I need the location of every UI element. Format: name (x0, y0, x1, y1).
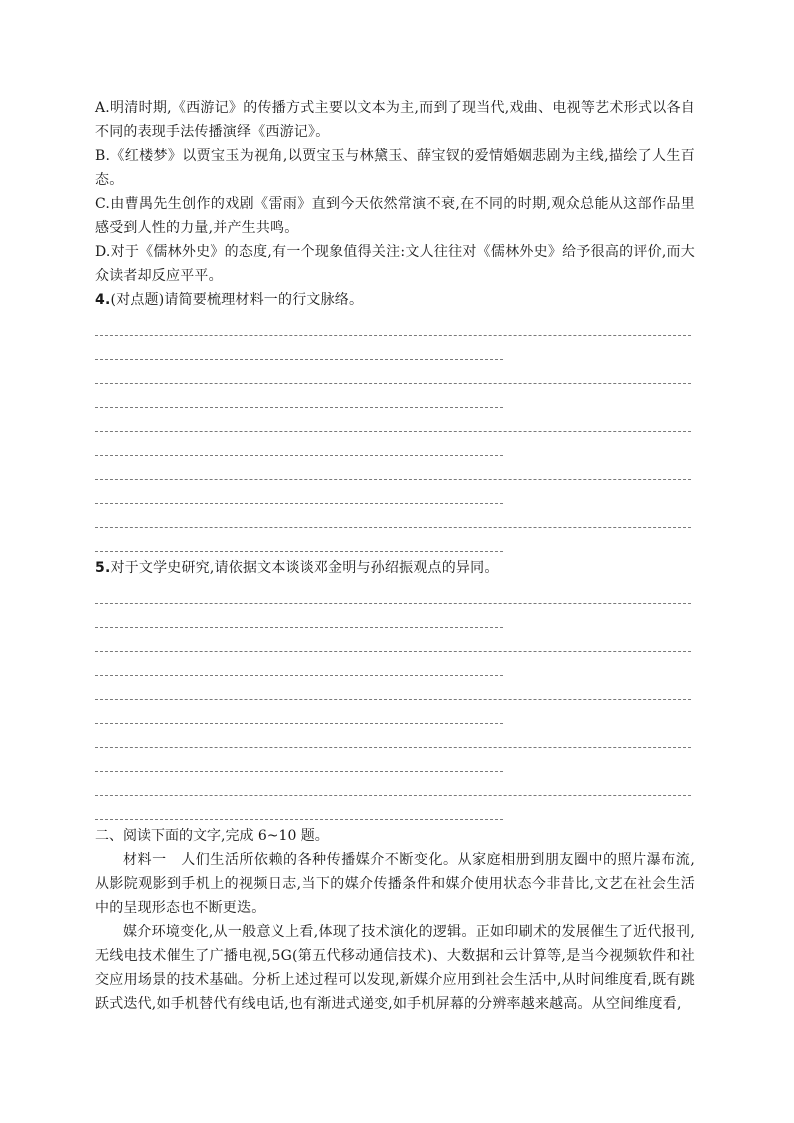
answer-line[interactable] (95, 551, 503, 552)
question-4-number: 4. (95, 292, 111, 308)
document-page (95, 96, 695, 1016)
question-5-number: 5. (95, 560, 111, 576)
answer-line[interactable] (95, 819, 503, 820)
question-4-text: (对点题)请简要梳理材料一的行文脉络。 (110, 292, 364, 308)
section-2-title: 二、阅读下面的文字,完成 6~10 题。 (95, 828, 329, 844)
material-1-paragraph-2: 媒介环境变化,从一般意义上看,体现了技术演化的逻辑。正如印刷术的发展催生了近代报刊,无线电技术催生了广播电视,5G(第五代移动通信技术)、大数据和云计算等,是当今视频软件和社交应用场景的技术基础。分析上述过程可以发现,新媒介应用到社会生活中,从时间维度看,既有跳跃式迭代,如手机替代有线电话,也有渐进式递变,如手机屏幕的分辨率越来越高。从空间维度看, (95, 924, 695, 1012)
answer-area-q4[interactable] (95, 312, 695, 552)
answer-area-q5[interactable] (95, 580, 695, 820)
material-1-paragraph-1: 材料一 人们生活所依赖的各种传播媒介不断变化。从家庭相册到朋友圈中的照片瀑布流,从影院观影到手机上的视频日志,当下的媒介传播条件和媒介使用状态今非昔比,文艺在社会生活中的呈现形态也不断更迭。 (95, 852, 695, 916)
question-5 (95, 556, 695, 580)
question-5-text: 对于文学史研究,请依据文本谈谈邓金明与孙绍振观点的异同。 (110, 560, 499, 576)
question-4 (95, 288, 695, 312)
option-b: B.《红楼梦》以贾宝玉为视角,以贾宝玉与林黛玉、薛宝钗的爱情婚姻悲剧为主线,描绘了人生百态。 (95, 148, 695, 188)
option-c: C.由曹禺先生创作的戏剧《雷雨》直到今天依然常演不衰,在不同的时期,观众总能从这部作品里感受到人性的力量,并产生共鸣。 (95, 196, 695, 236)
option-a: A.明清时期,《西游记》的传播方式主要以文本为主,而到了现当代,戏曲、电视等艺术形式以各自不同的表现手法传播演绎《西游记》。 (95, 100, 695, 140)
option-d: D.对于《儒林外史》的态度,有一个现象值得关注:文人往往对《儒林外史》给予很高的评价,而大众读者却反应平平。 (95, 244, 695, 284)
